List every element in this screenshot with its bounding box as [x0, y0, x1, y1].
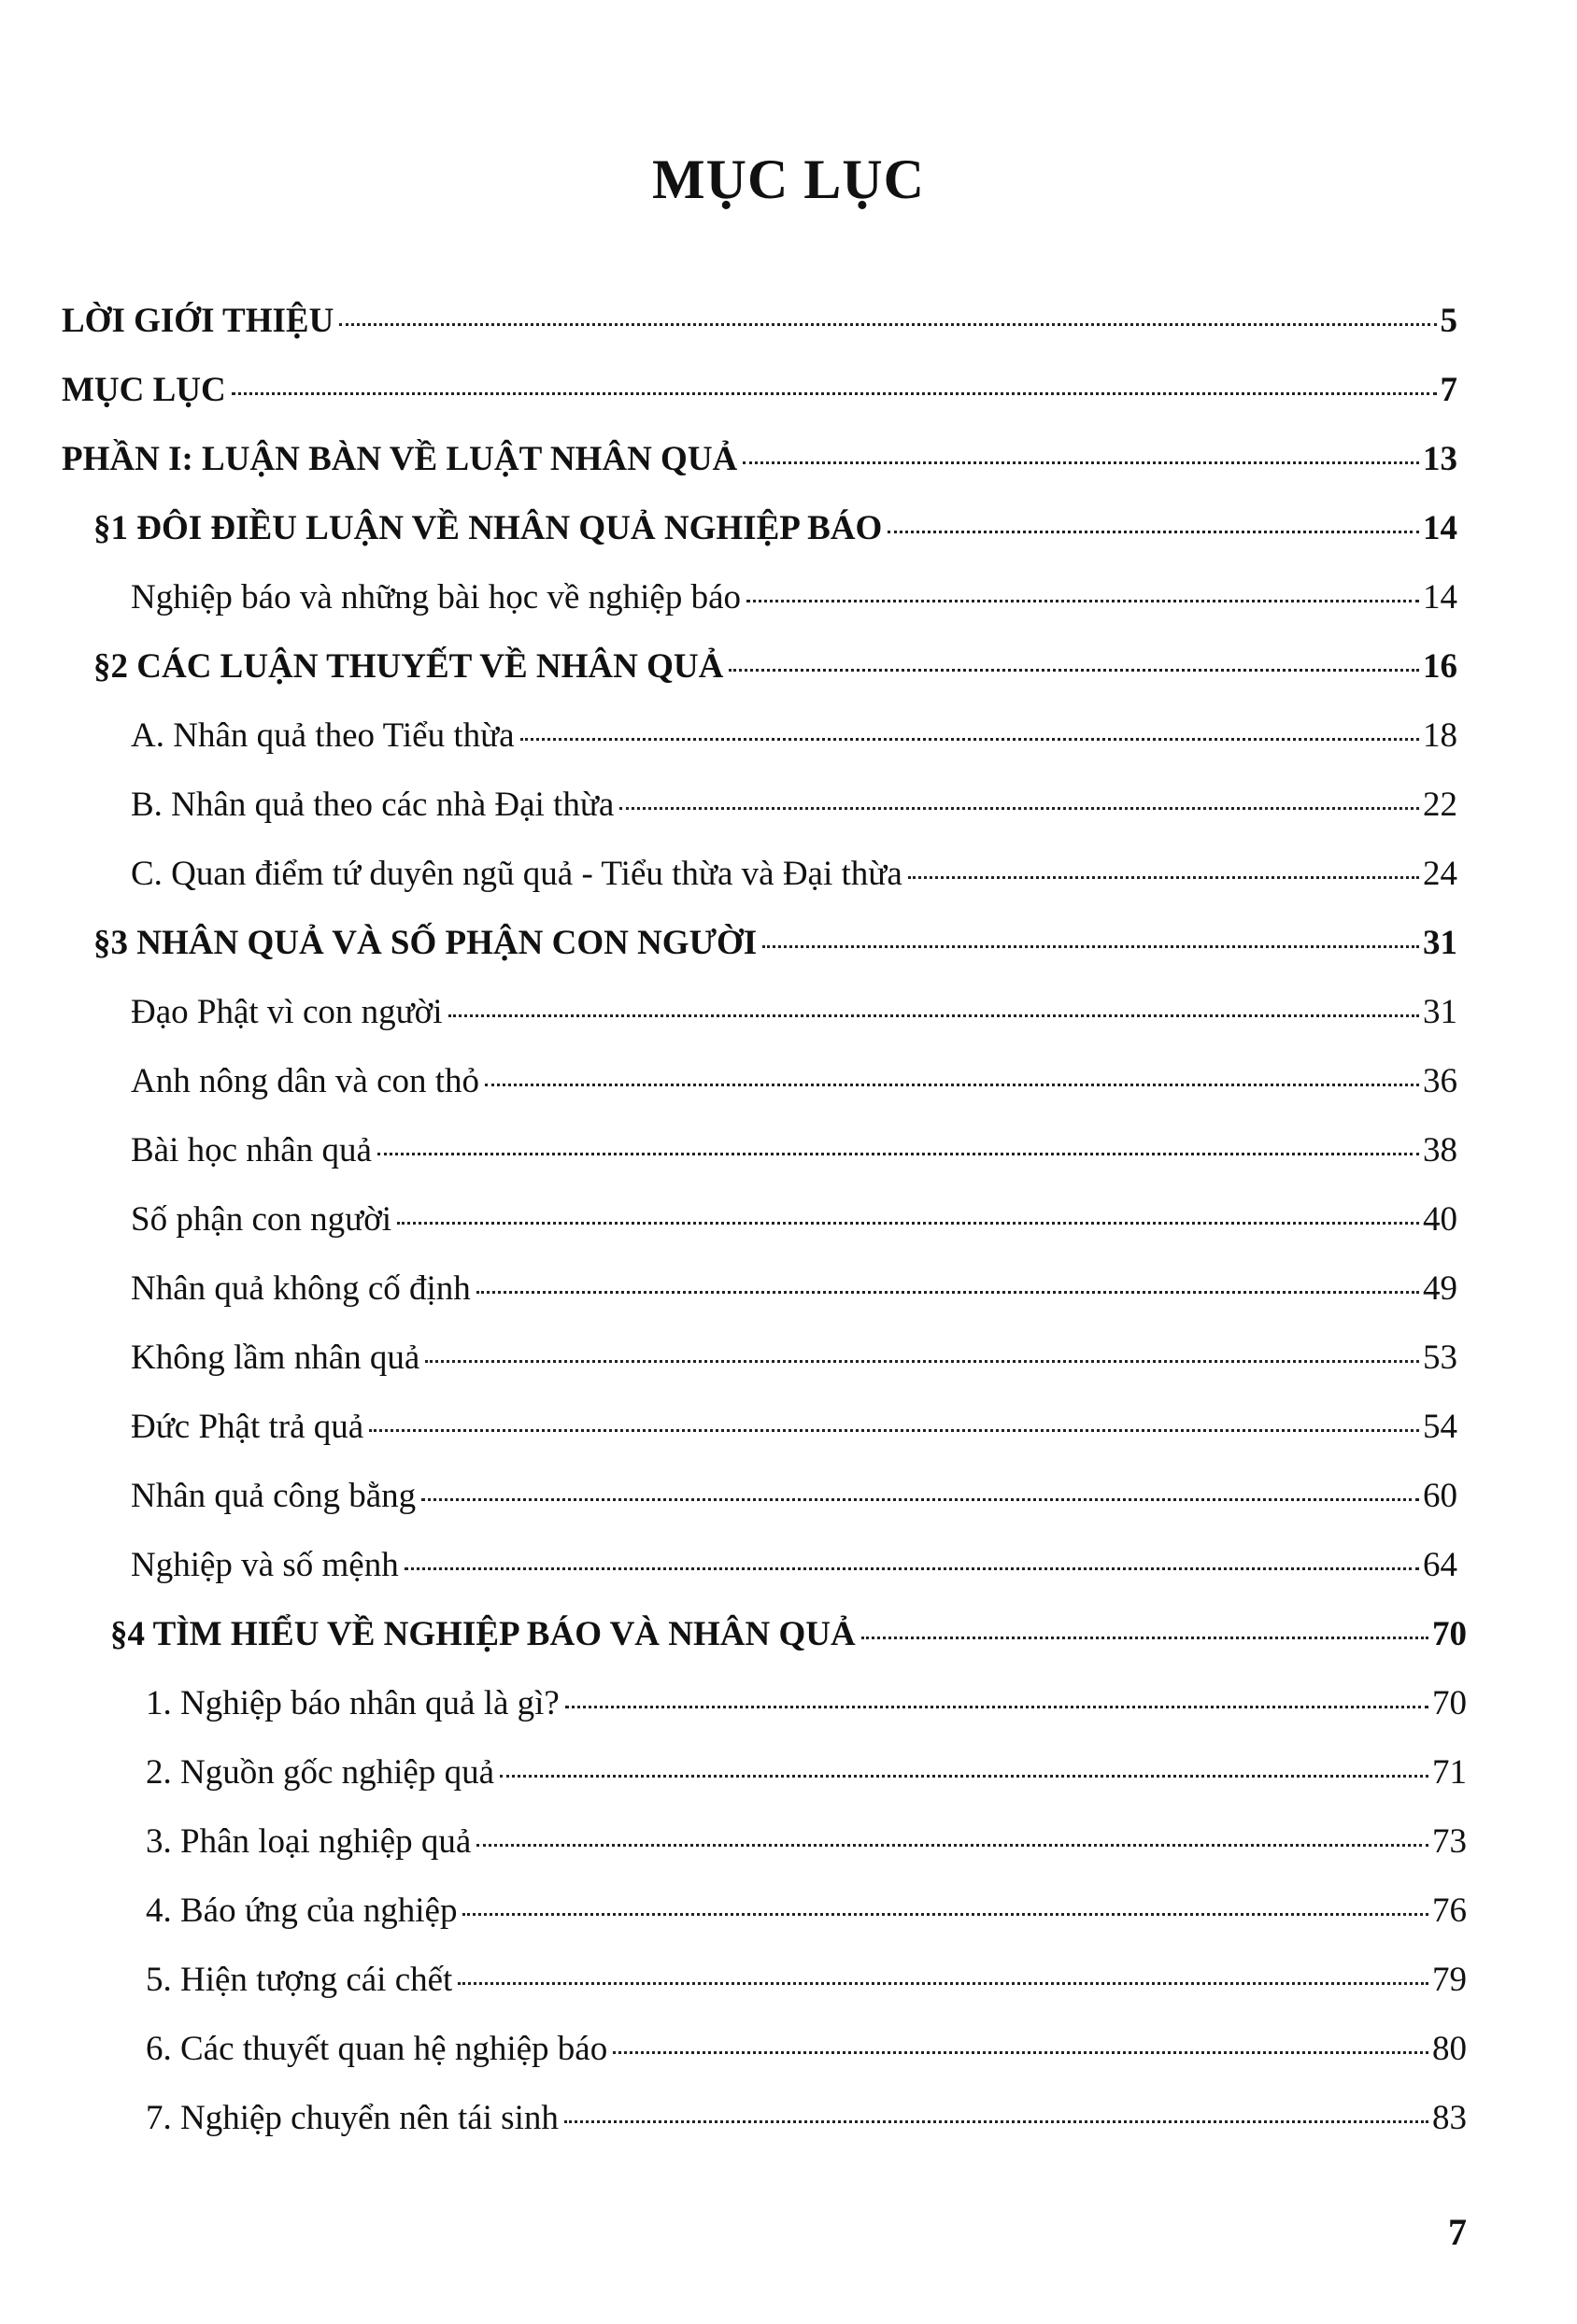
- toc-entry-label: 7. Nghiệp chuyển nên tái sinh: [146, 2099, 559, 2137]
- toc-entry: [131, 1061, 1457, 1113]
- dot-leader: [462, 1913, 1428, 1916]
- toc-entry: [131, 785, 1457, 837]
- toc-entry-label: Nhân quả công bằng: [131, 1477, 417, 1515]
- toc-entry-page: 73: [1432, 1822, 1467, 1861]
- dot-leader: [762, 945, 1419, 948]
- toc-entry-label: Đức Phật trả quả: [131, 1408, 364, 1446]
- toc-entry-label: MỤC LỤC: [62, 371, 226, 409]
- toc-entry-label: §4 TÌM HIỂU VỀ NGHIỆP BÁO VÀ NHÂN QUẢ: [110, 1615, 856, 1653]
- toc-entry-label: Bài học nhân quả: [131, 1131, 372, 1169]
- dot-leader: [232, 392, 1437, 395]
- toc-entry-label: Không lầm nhân quả: [131, 1339, 420, 1377]
- toc-entry: [131, 1545, 1457, 1597]
- dot-leader: [520, 738, 1419, 741]
- dot-leader: [485, 1084, 1419, 1086]
- toc-entry-page: 31: [1423, 924, 1457, 962]
- toc-entry-label: Số phận con người: [131, 1200, 392, 1239]
- toc-entry-muc-luc: [62, 370, 1457, 422]
- toc-entry-label: B. Nhân quả theo các nhà Đại thừa: [131, 786, 615, 824]
- toc-entry-page: 5: [1440, 302, 1457, 340]
- dot-leader: [619, 807, 1419, 810]
- toc-entry: [146, 1891, 1467, 1943]
- toc-entry-label: 6. Các thuyết quan hệ nghiệp báo: [146, 2030, 608, 2068]
- toc-entry: [146, 1960, 1467, 2012]
- toc-entry-page: 14: [1423, 509, 1457, 547]
- toc-entry-label: Đạo Phật vì con người: [131, 993, 443, 1031]
- dot-leader: [405, 1567, 1419, 1570]
- dot-leader: [421, 1498, 1419, 1501]
- toc-entry-page: 64: [1423, 1546, 1457, 1584]
- toc-entry: [146, 2029, 1467, 2081]
- dot-leader: [613, 2051, 1428, 2054]
- dot-leader: [476, 1291, 1419, 1294]
- toc-entry-page: 70: [1432, 1615, 1467, 1653]
- dot-leader: [743, 461, 1419, 464]
- toc-entry-label: LỜI GIỚI THIỆU: [62, 302, 334, 340]
- toc-entry-page: 79: [1432, 1961, 1467, 1999]
- toc-entry: [146, 1683, 1467, 1736]
- toc-entry-label: Nhân quả không cố định: [131, 1269, 471, 1308]
- toc-entry-page: 38: [1423, 1131, 1457, 1169]
- toc-entry: [131, 992, 1457, 1044]
- toc-entry-page: 76: [1432, 1892, 1467, 1930]
- toc-entry-page: 53: [1423, 1339, 1457, 1377]
- toc-entry-page: 80: [1432, 2030, 1467, 2068]
- toc-entry-label: 4. Báo ứng của nghiệp: [146, 1892, 458, 1930]
- toc-entry: [146, 1752, 1467, 1805]
- toc-entry-page: 31: [1423, 993, 1457, 1031]
- toc-entry-section-2: [93, 646, 1457, 699]
- toc-entry-page: 13: [1423, 440, 1457, 478]
- toc-entry-page: 18: [1423, 716, 1457, 755]
- toc-entry-page: 22: [1423, 786, 1457, 824]
- dot-leader: [565, 1706, 1428, 1708]
- toc-entry-phan-1: [62, 439, 1457, 491]
- toc-entry-label: PHẦN I: LUẬN BÀN VỀ LUẬT NHÂN QUẢ: [62, 440, 738, 478]
- dot-leader: [377, 1153, 1419, 1155]
- toc-entry: [131, 854, 1457, 906]
- toc-entry-page: 70: [1432, 1684, 1467, 1722]
- toc-entry-section-4: [110, 1614, 1467, 1666]
- toc-entry: [131, 1407, 1457, 1459]
- toc-entry: [131, 577, 1457, 630]
- toc-entry-page: 16: [1423, 647, 1457, 686]
- dot-leader: [397, 1222, 1419, 1225]
- toc-entry-section-1: [93, 508, 1457, 560]
- dot-leader: [564, 2120, 1428, 2123]
- toc-entry-page: 54: [1423, 1408, 1457, 1446]
- page-title: MỤC LỤC: [652, 149, 925, 210]
- toc-entry: [131, 1268, 1457, 1321]
- toc-entry: [131, 1199, 1457, 1252]
- toc-entry-page: 36: [1423, 1062, 1457, 1100]
- toc-entry-loi-gioi-thieu: [62, 301, 1457, 353]
- toc-entry-label: 2. Nguồn gốc nghiệp quả: [146, 1753, 495, 1792]
- toc-entry-label: A. Nhân quả theo Tiểu thừa: [131, 716, 515, 755]
- toc-entry-section-3: [93, 923, 1457, 975]
- dot-leader: [339, 323, 1436, 326]
- toc-entry-label: Anh nông dân và con thỏ: [131, 1062, 480, 1100]
- toc-entry-label: Nghiệp báo và những bài học về nghiệp báo: [131, 578, 741, 616]
- toc-entry-page: 7: [1440, 371, 1457, 409]
- toc-entry-label: §2 CÁC LUẬN THUYẾT VỀ NHÂN QUẢ: [93, 647, 724, 686]
- toc-entry-label: C. Quan điểm tứ duyên ngũ quả - Tiểu thừa và Đại thừa: [131, 855, 902, 893]
- dot-leader: [888, 531, 1419, 533]
- dot-leader: [500, 1775, 1428, 1778]
- dot-leader: [425, 1360, 1419, 1363]
- toc-entry-page: 49: [1423, 1269, 1457, 1308]
- toc-entry: [131, 716, 1457, 768]
- page-number: 7: [1448, 2211, 1467, 2253]
- toc-entry-page: 14: [1423, 578, 1457, 616]
- toc-entry-label: Nghiệp và số mệnh: [131, 1546, 399, 1584]
- toc-entry-page: 60: [1423, 1477, 1457, 1515]
- toc-entry-label: 1. Nghiệp báo nhân quả là gì?: [146, 1684, 560, 1722]
- dot-leader: [908, 876, 1419, 879]
- toc-entry: [131, 1338, 1457, 1390]
- dot-leader: [746, 600, 1419, 602]
- dot-leader: [861, 1637, 1428, 1639]
- toc-entry-label: 3. Phân loại nghiệp quả: [146, 1822, 472, 1861]
- dot-leader: [729, 669, 1419, 672]
- dot-leader: [458, 1982, 1428, 1985]
- toc-entry-page: 24: [1423, 855, 1457, 893]
- toc-entry-page: 83: [1432, 2099, 1467, 2137]
- toc-entry-label: §3 NHÂN QUẢ VÀ SỐ PHẬN CON NGƯỜI: [93, 924, 758, 962]
- toc-entry-label: 5. Hiện tượng cái chết: [146, 1961, 453, 1999]
- toc-entry: [146, 2098, 1467, 2150]
- toc-entry: [131, 1130, 1457, 1183]
- dot-leader: [369, 1429, 1419, 1432]
- toc-entry: [131, 1476, 1457, 1528]
- toc-entry-page: 71: [1432, 1753, 1467, 1792]
- toc-entry-page: 40: [1423, 1200, 1457, 1239]
- toc-entry: [146, 1821, 1467, 1874]
- dot-leader: [476, 1844, 1428, 1847]
- dot-leader: [448, 1014, 1419, 1017]
- toc-entry-label: §1 ĐÔI ĐIỀU LUẬN VỀ NHÂN QUẢ NGHIỆP BÁO: [93, 509, 883, 547]
